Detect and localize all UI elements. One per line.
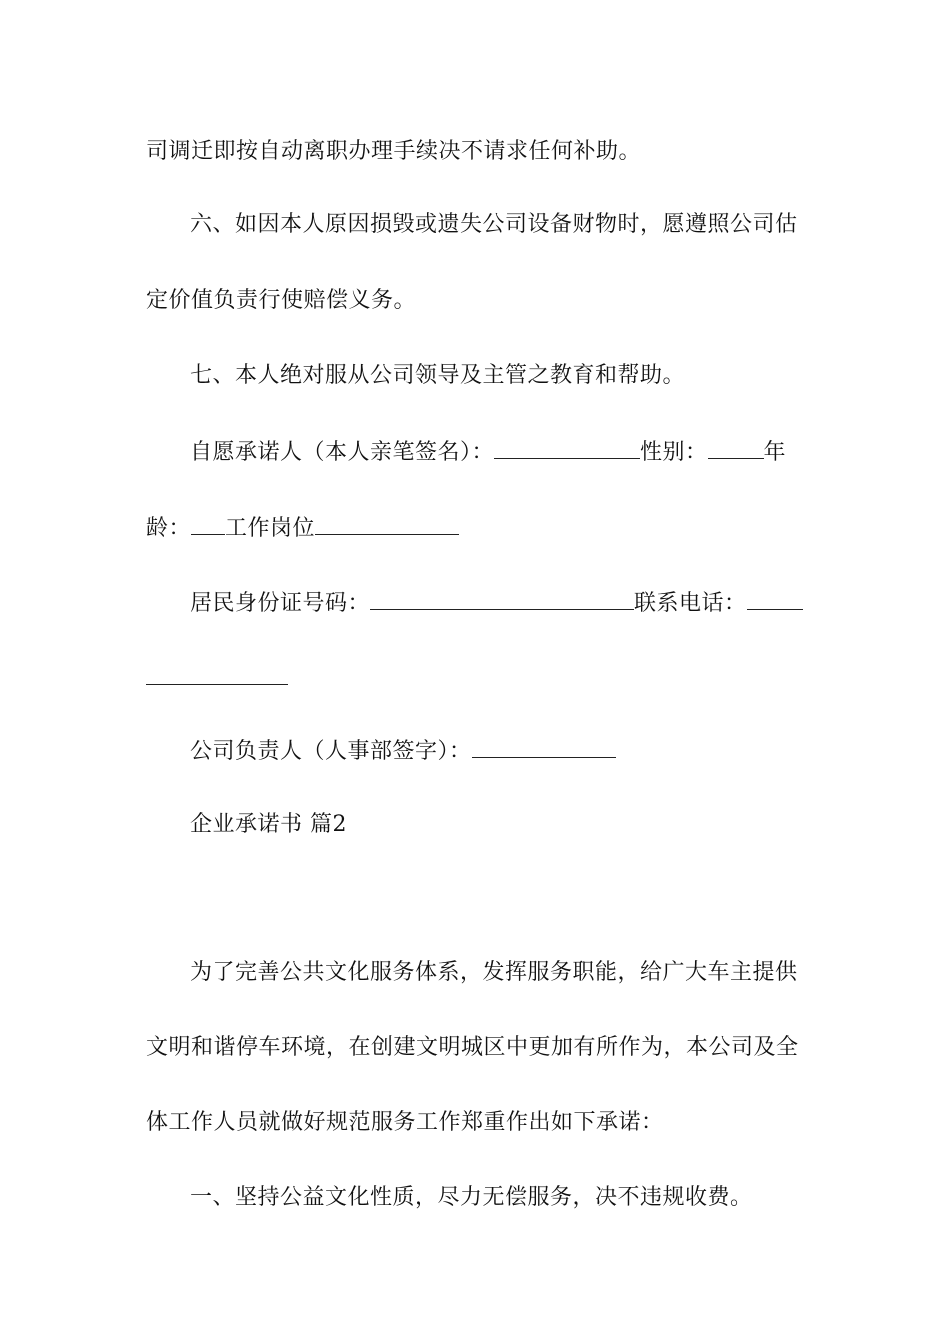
age-position-row — [146, 512, 459, 544]
clause-six-line-1: 六、如因本人原因损毁或遗失公司设备财物时，愿遵照公司估 — [190, 212, 798, 237]
phone-blank-part1[interactable] — [747, 587, 803, 610]
age-label-part2: 龄： — [146, 516, 192, 541]
age-label-part1: 年 — [763, 440, 787, 465]
phone-label: 联系电话： — [634, 591, 747, 616]
section-title: 企业承诺书 篇2 — [190, 812, 347, 837]
signer-row — [190, 436, 786, 468]
position-label: 工作岗位 — [225, 516, 316, 541]
paragraph-line-2: 文明和谐停车环境，在创建文明城区中更加有所作为，本公司及全 — [146, 1035, 799, 1060]
id-label: 居民身份证号码： — [190, 591, 371, 616]
age-blank[interactable] — [191, 512, 225, 535]
commitment-item-1: 一、坚持公益文化性质，尽力无偿服务，决不违规收费。 — [190, 1185, 753, 1210]
signature-blank[interactable] — [494, 436, 640, 459]
paragraph-line-1: 为了完善公共文化服务体系，发挥服务职能，给广大车主提供 — [190, 960, 798, 985]
clause-seven: 七、本人绝对服从公司领导及主管之教育和帮助。 — [190, 363, 686, 388]
gender-blank[interactable] — [708, 436, 764, 459]
text-line: 司调迁即按自动离职办理手续决不请求任何补助。 — [146, 139, 642, 164]
company-row — [190, 735, 616, 767]
id-number-blank[interactable] — [370, 587, 634, 610]
clause-six-line-2: 定价值负责行使赔偿义务。 — [146, 288, 417, 313]
company-label: 公司负责人（人事部签字）： — [190, 739, 472, 764]
id-phone-row — [190, 587, 803, 619]
signer-label: 自愿承诺人（本人亲笔签名）： — [190, 440, 495, 465]
company-signature-blank[interactable] — [472, 735, 616, 758]
gender-label: 性别： — [640, 440, 708, 465]
position-blank[interactable] — [315, 512, 459, 535]
phone-continuation-row — [146, 662, 288, 694]
phone-blank-part2[interactable] — [146, 662, 288, 685]
paragraph-line-3: 体工作人员就做好规范服务工作郑重作出如下承诺： — [146, 1110, 664, 1135]
